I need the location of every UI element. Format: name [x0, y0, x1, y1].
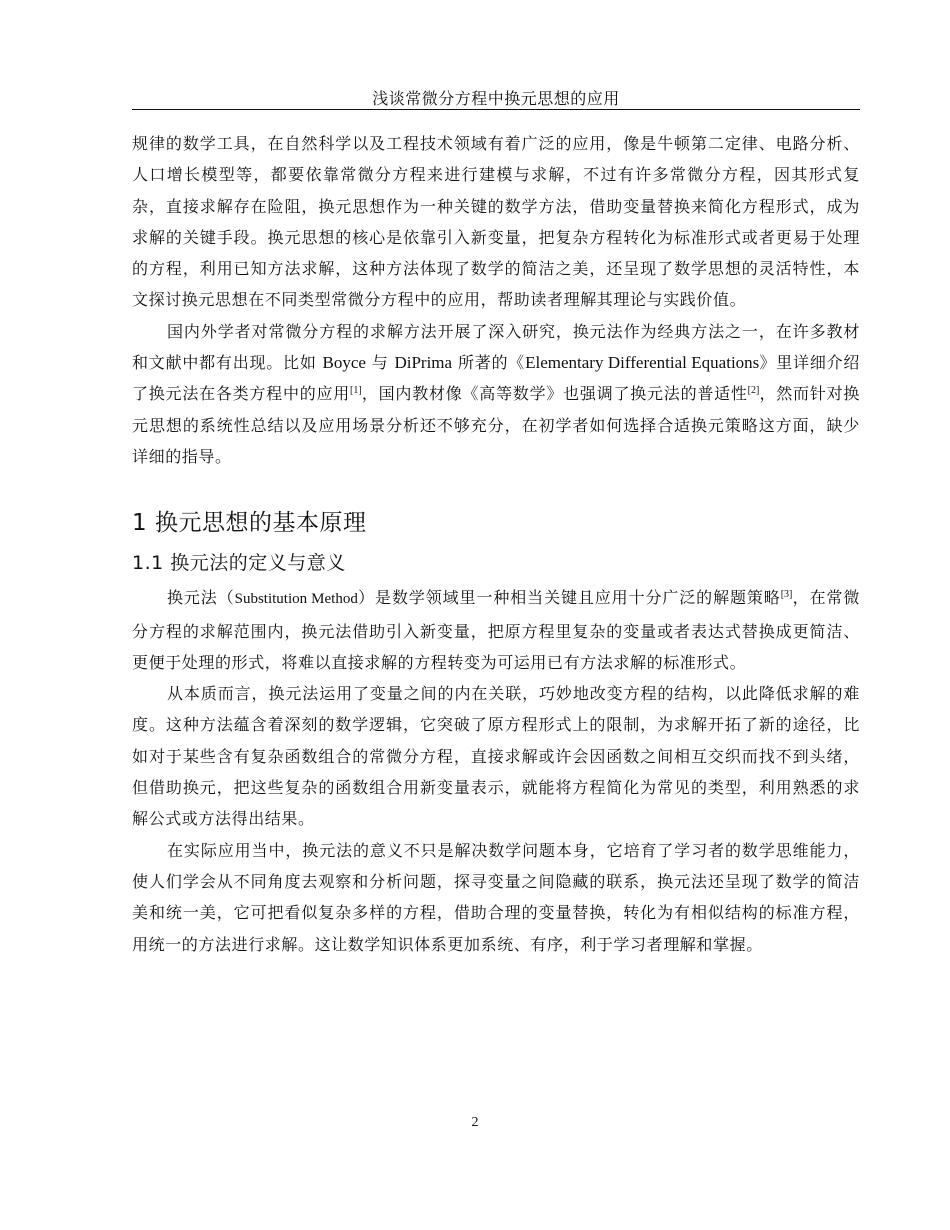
- text-run: ，国内教材像《高等数学》也强调了换元法的普适性: [361, 384, 748, 404]
- body-paragraph-significance: 在实际应用当中，换元法的意义不只是解决数学问题本身，它培育了学习者的数学思维能力，使人们学会从不同角度去观察和分析问题，探寻变量之间隐藏的联系，换元法还呈现了数学的简洁美和统一美，它可把看似复杂多样的方程，借助合理的变量替换，转化为有相似结构的标准方程，用统一的方法进行求解。这让数学知识体系更加系统、有序，利于学习者理解和掌握。: [132, 840, 860, 954]
- body-paragraph-definition: [132, 582, 860, 678]
- text-run: 所著的《: [452, 353, 526, 373]
- english-term: Substitution Method: [234, 591, 358, 608]
- page-content: [132, 128, 860, 960]
- body-paragraph-essence: 从本质而言，换元法运用了变量之间的内在关联，巧妙地改变方程的结构，以此降低求解的难度。这种方法蕴含着深刻的数学逻辑，它突破了原方程形式上的限制，为求解开拓了新的途径，比如对于某些含有复杂函数组合的常微分方程，直接求解或许会因函数之间相互交织而找不到头绪，但借助换元，把这些复杂的函数组合用新变量表示，就能将方程简化为常见的类型，利用熟悉的求解公式或方法得出结果。: [132, 684, 860, 829]
- citation-ref-2: [2]: [747, 385, 760, 397]
- text-run: ，在常微分方程的求解范围内，换元法借助引入新变量，把原方程里复杂的变量或者表达式替换成更简洁、更便于处理的形式，将难以直接求解的方程转变为可运用已有方法求解的标准形式。: [132, 588, 860, 672]
- text-run: 换元法（: [167, 588, 235, 608]
- header-rule: [132, 109, 860, 110]
- subsection-heading-wrap: [132, 550, 860, 576]
- citation-ref-1: [1]: [350, 385, 362, 397]
- text-run: 国内外学者对常微分方程的求解方法开展了深入研究，换元法作为经典方法之一，在许多教材和文献中都有出现。比如: [132, 321, 860, 373]
- body-paragraph-intro-continued: 规律的数学工具，在自然科学以及工程技术领域有着广泛的应用，像是牛顿第二定律、电路分析、人口增长模型等，都要依靠常微分方程来进行建模与求解，不过有许多常微分方程，因其形式复杂，直接求解存在险阻，换元思想作为一种关键的数学方法，借助变量替换来简化方程形式，成为求解的关键手段。换元思想的核心是依靠引入新变量，把复杂方程转化为标准形式或者更易于处理的方程，利用已知方法求解，这种方法体现了数学的简洁之美，还呈现了数学思想的灵活特性，本文探讨换元思想在不同类型常微分方程中的应用，帮助读者理解其理论与实践价值。: [132, 134, 860, 310]
- text-run: ）是数学领域里一种相当关键且应用十分广泛的解题策略: [357, 588, 781, 608]
- page-number: 2: [471, 1115, 479, 1130]
- section-heading-wrap: [132, 508, 860, 538]
- text-run: 与: [365, 353, 395, 373]
- text-run: ，然而针对换元思想的系统性总结以及应用场景分析还不够充分，在初学者如何选择合适换元策略这方面，缺少详细的指导。: [132, 384, 860, 466]
- section-heading-1: 1 换元思想的基本原理: [132, 510, 367, 537]
- subsection-heading-1-1: 1.1 换元法的定义与意义: [132, 552, 346, 575]
- running-header-title: 浅谈常微分方程中换元思想的应用: [372, 89, 620, 108]
- book-title: Elementary Differential Equations: [525, 353, 760, 373]
- text-run: 》里详细介绍了换元法在各类方程中的应用: [132, 353, 860, 404]
- author-name: DiPrima: [394, 353, 453, 373]
- citation-ref-3: [3]: [780, 589, 793, 601]
- body-paragraph-literature: [132, 316, 860, 472]
- author-name: Boyce: [322, 353, 366, 373]
